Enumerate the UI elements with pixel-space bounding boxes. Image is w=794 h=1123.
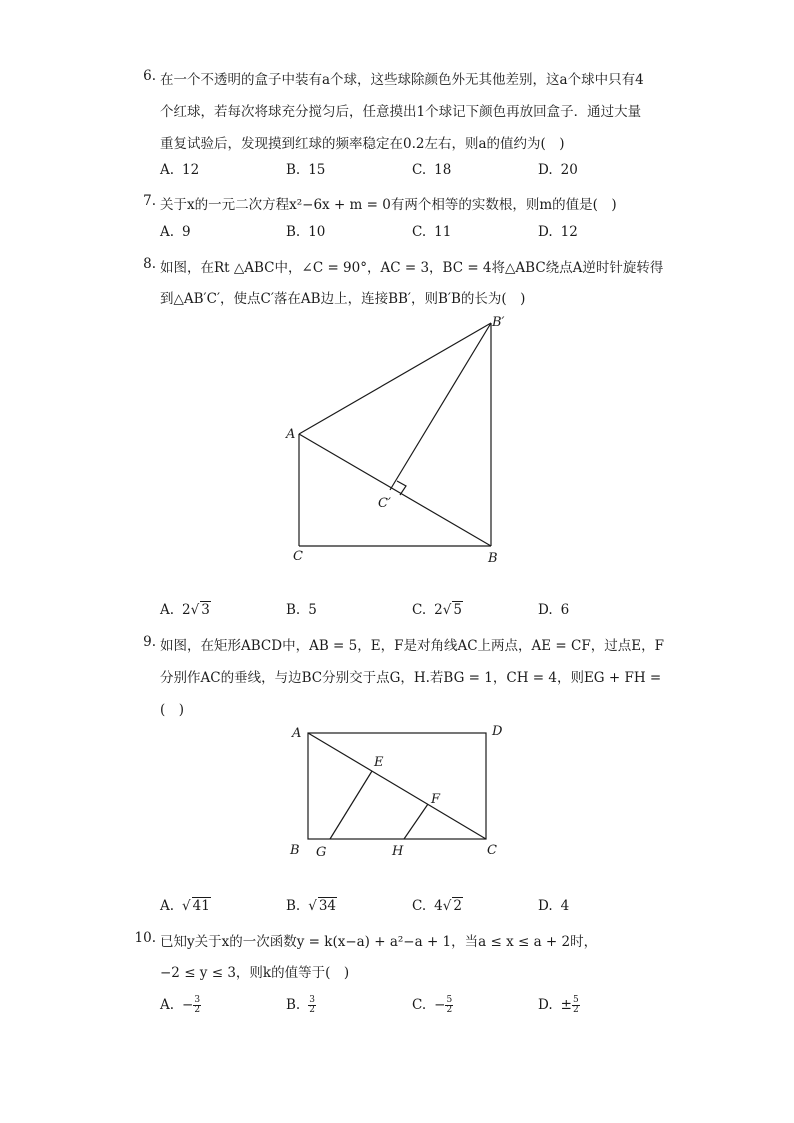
option-b[interactable]: B. 15: [286, 162, 326, 178]
label-d: D: [492, 724, 503, 739]
option-a[interactable]: A. √ 41: [160, 898, 210, 914]
option-a[interactable]: A. 2√ 3: [160, 602, 210, 618]
segment-eg: [330, 771, 372, 839]
question-text-line: 如图，在矩形ABCD中，AB = 5，E，F是对角线AC上两点，AE = CF，过点E，F: [160, 638, 664, 654]
question-number: 9.: [143, 634, 156, 650]
label-c-prime: C′: [378, 496, 391, 511]
sqrt-sign-icon: √: [182, 898, 191, 914]
label-b: B: [488, 551, 498, 566]
option-d[interactable]: D. 20: [538, 162, 578, 178]
label-f: F: [431, 792, 441, 807]
fraction: $\frac{3}{2}$: [309, 995, 315, 1015]
sqrt-sign-icon: √: [442, 602, 452, 618]
option-d[interactable]: D. 6: [538, 602, 570, 618]
question-text-line: 关于x的一元二次方程x²−6x + m = 0有两个相等的实数根，则m的值是( ): [160, 197, 617, 213]
option-c[interactable]: C. 4√ 2: [412, 898, 462, 914]
label-h: H: [392, 844, 404, 859]
fraction: $\frac{5}{2}$: [446, 995, 453, 1015]
option-d[interactable]: D. 12: [538, 224, 578, 240]
diagonal-ac: [308, 733, 486, 839]
option-c[interactable]: C. − $\frac{5}{2}$: [412, 995, 453, 1015]
fraction: $\frac{3}{2}$: [194, 995, 201, 1015]
option-a[interactable]: A. 9: [160, 224, 191, 240]
question-text-line: −2 ≤ y ≤ 3，则k的值等于( ): [160, 965, 350, 981]
option-c[interactable]: C. 18: [412, 162, 452, 178]
label-e: E: [374, 755, 384, 770]
question-number: 10.: [134, 930, 156, 946]
question-text-line: 如图，在Rt △ABC中，∠C = 90°，AC = 3，BC = 4将△ABC绕点A逆时针旋转得: [160, 260, 664, 276]
question-text-line: 已知y关于x的一次函数y = k(x−a) + a²−a + 1，当a ≤ x ≤ a + 2时，: [160, 934, 598, 950]
label-a: A: [292, 726, 302, 741]
option-b[interactable]: B. $\frac{3}{2}$: [286, 995, 315, 1015]
sqrt-sign-icon: √: [442, 898, 452, 914]
fraction: $\frac{5}{2}$: [572, 995, 579, 1015]
option-a[interactable]: A. 12: [160, 162, 200, 178]
option-c[interactable]: C. 11: [412, 224, 452, 240]
question-text-line: 重复试验后，发现摸到红球的频率稳定在0.2左右，则a的值约为( ): [160, 136, 565, 152]
label-c: C: [487, 843, 497, 858]
option-d[interactable]: D. ± $\frac{5}{2}$: [538, 995, 579, 1015]
label-c: C: [293, 549, 303, 564]
option-b[interactable]: B. √ 34: [286, 898, 337, 914]
sqrt-sign-icon: √: [308, 898, 317, 914]
label-a: A: [286, 427, 296, 442]
label-b-prime: B′: [492, 315, 505, 330]
question-number: 7.: [143, 193, 156, 209]
question-text-line: 分别作AC的垂线，与边BC分别交于点G，H.若BG = 1，CH = 4，则EG + FH =: [160, 670, 662, 686]
label-g: G: [316, 845, 327, 860]
question-number: 6.: [143, 68, 156, 84]
question-text-line: 个红球，若每次将球充分搅匀后，任意摸出1个球记下颜色再放回盒子．通过大量: [160, 104, 642, 120]
question-text-line: 在一个不透明的盒子中装有a个球，这些球除颜色外无其他差别，这a个球中只有4: [160, 72, 644, 88]
option-a[interactable]: A. − $\frac{3}{2}$: [160, 995, 201, 1015]
question-number: 8.: [143, 256, 156, 272]
option-d[interactable]: D. 4: [538, 898, 570, 914]
option-c[interactable]: C. 2√ 5: [412, 602, 462, 618]
segment-fh: [404, 804, 428, 839]
sqrt-sign-icon: √: [190, 602, 200, 618]
option-b[interactable]: B. 10: [286, 224, 326, 240]
question-text-line: ( ): [160, 702, 185, 718]
label-b: B: [290, 843, 300, 858]
question-text-line: 到△AB′C′，使点C′落在AB边上，连接BB′，则B′B的长为( ): [160, 291, 526, 307]
option-b[interactable]: B. 5: [286, 602, 317, 618]
